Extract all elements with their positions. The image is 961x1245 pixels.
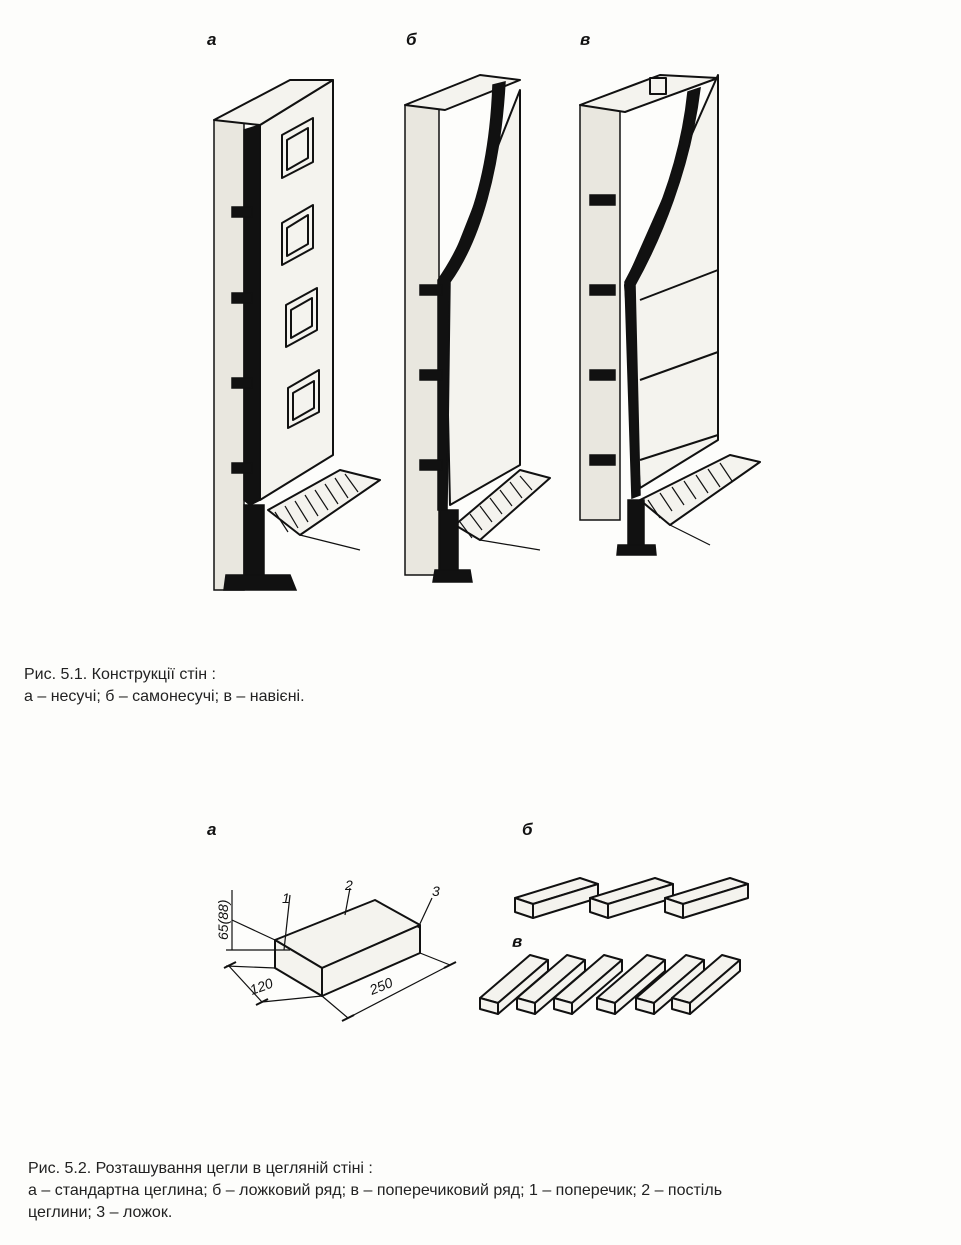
fig2-label-v: в: [512, 932, 523, 951]
fig2-label-a: а: [207, 820, 217, 839]
fig2-label-b: б: [522, 820, 533, 839]
figure2-caption-line1: Рис. 5.2. Розташування цегли в цегляній стіні :: [28, 1160, 373, 1177]
figure1-caption-desc: а – несучі; б – самонесучі; в – навієні.: [24, 688, 305, 705]
figure2-caption-line2: а – стандартна цеглина; б – ложковий ряд; в – поперечиковий ряд; 1 – поперечик; 2 – постіль: [28, 1182, 723, 1199]
fig1-label-b: б: [406, 30, 417, 49]
figure2-caption-line3: цеглини; 3 – ложок.: [28, 1204, 173, 1221]
callout-1: 1: [282, 890, 290, 906]
callout-2: 2: [345, 877, 353, 893]
brick-width-dimension: 120: [247, 974, 275, 998]
callout-3: 3: [432, 883, 440, 899]
fig1-label-v: в: [580, 30, 591, 49]
figure2-caption: [28, 1158, 938, 1224]
brick-height-dimension: 65(88): [215, 899, 231, 940]
brick-length-dimension: 250: [367, 974, 395, 998]
figure1-caption-title: Рис. 5.1. Конструкції стін :: [24, 666, 216, 683]
fig1-label-a: а: [207, 30, 217, 49]
